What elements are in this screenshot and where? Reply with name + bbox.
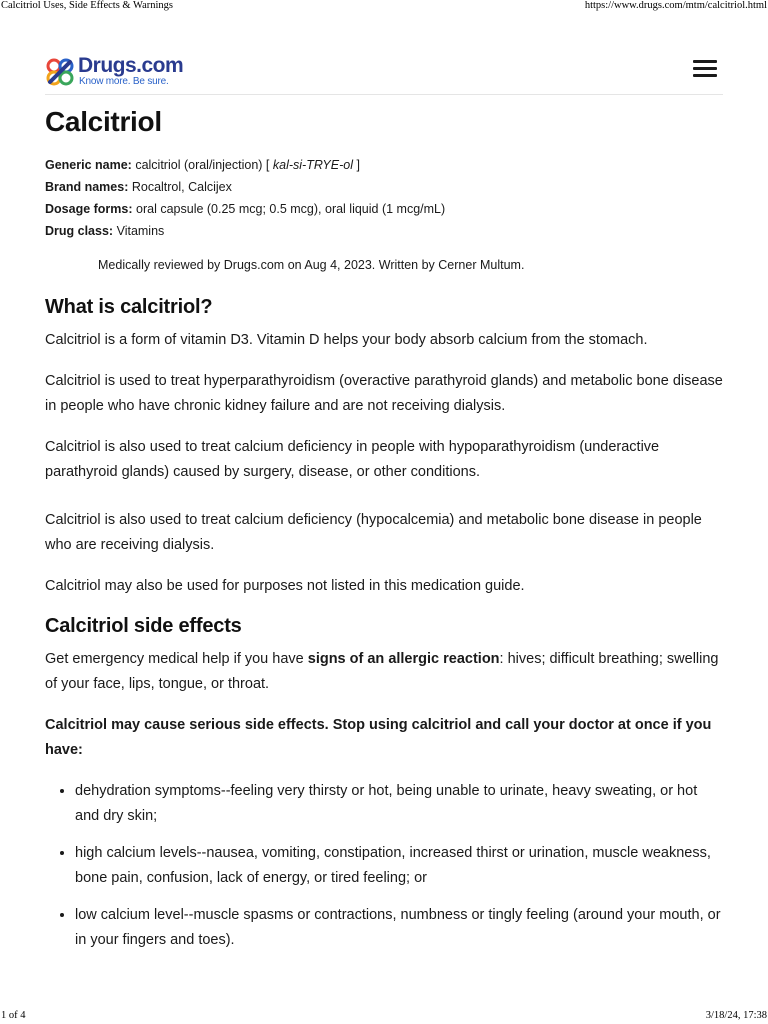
drug-class-link[interactable]: Vitamins bbox=[116, 224, 165, 238]
drug-class-row bbox=[45, 220, 725, 242]
serious-side-effects-warning bbox=[45, 713, 725, 763]
drugs-com-logo-icon bbox=[45, 57, 75, 87]
logo-text: Drugs.com bbox=[78, 54, 184, 77]
list-item: • dehydration symptoms--feeling very thirsty or hot, being unable to urinate, heavy sweating, or hot and dry skin; bbox=[75, 779, 725, 829]
drug-class-label: Drug class: bbox=[45, 224, 114, 238]
serious-side-effects-text: Calcitriol may cause serious side effects. Stop using calcitriol and call your doctor at once if you have: bbox=[45, 717, 712, 758]
generic-name-value: calcitriol (oral/injection) [ bbox=[135, 158, 270, 172]
print-page-url: https://www.drugs.com/mtm/calcitriol.html bbox=[584, 0, 767, 11]
generic-name-row bbox=[45, 154, 725, 176]
print-footer bbox=[0, 1010, 768, 1024]
print-header bbox=[0, 0, 768, 14]
brand-names-value: Rocaltrol, Calcijex bbox=[131, 180, 232, 194]
print-page-number: 1 of 4 bbox=[1, 1010, 26, 1021]
brand-names-row bbox=[45, 176, 725, 198]
dosage-forms-value: oral capsule (0.25 mcg; 0.5 mcg), oral liquid (1 mcg/mL) bbox=[136, 202, 446, 216]
allergy-warning bbox=[45, 647, 725, 697]
page-title: Calcitriol bbox=[45, 106, 162, 137]
review-date: on Aug 4, 2023. Written by bbox=[287, 258, 435, 272]
print-page-title: Calcitriol Uses, Side Effects & Warnings bbox=[1, 0, 173, 11]
site-logo[interactable] bbox=[45, 54, 195, 88]
brand-names-label: Brand names: bbox=[45, 180, 129, 194]
pronunciation: kal-si-TRYE-ol bbox=[272, 158, 353, 172]
list-item: • high calcium levels--nausea, vomiting, constipation, increased thirst or urination, muscle weakness, bone pain, confusion, lack of energy, or tired feeling; or bbox=[75, 841, 725, 891]
medically-reviewed-link[interactable]: Medically reviewed bbox=[98, 258, 204, 272]
site-header bbox=[45, 50, 723, 95]
allergy-warning-bold: signs of an allergic reaction bbox=[307, 651, 500, 667]
drug-summary bbox=[45, 154, 725, 242]
review-end: . bbox=[520, 258, 525, 272]
writer-link[interactable]: Cerner Multum bbox=[438, 258, 521, 272]
logo-tagline: Know more. Be sure. bbox=[79, 76, 169, 87]
review-by: by bbox=[207, 258, 221, 272]
hamburger-menu-icon[interactable] bbox=[693, 58, 717, 78]
generic-name-close: ] bbox=[356, 158, 360, 172]
dosage-forms-row bbox=[45, 198, 725, 220]
main-content bbox=[45, 106, 725, 965]
dosage-forms-label: Dosage forms: bbox=[45, 202, 133, 216]
section-heading-side-effects: Calcitriol side effects bbox=[45, 615, 242, 637]
generic-name-label: Generic name: bbox=[45, 158, 132, 172]
list-item: • low calcium level--muscle spasms or contractions, numbness or tingly feeling (around your mouth, or in your fingers and toes). bbox=[75, 903, 725, 953]
reviewer-link[interactable]: Drugs.com bbox=[223, 258, 285, 272]
allergy-warning-post: : hives; difficult breathing; swelling of your face, lips, tongue, or throat. bbox=[45, 651, 719, 692]
paragraph-what-5: Calcitriol may also be used for purposes not listed in this medication guide. bbox=[45, 578, 525, 594]
paragraph-what-4: Calcitriol is also used to treat calcium deficiency (hypocalcemia) and metabolic bone disease in people who are receiving dialysis. bbox=[45, 512, 702, 553]
allergy-warning-pre: Get emergency medical help if you have bbox=[45, 651, 308, 667]
medical-review-note bbox=[98, 258, 725, 272]
paragraph-what-1: Calcitriol is a form of vitamin D3. Vitamin D helps your body absorb calcium from the stomach. bbox=[45, 332, 648, 348]
paragraph-what-3: Calcitriol is also used to treat calcium deficiency in people with hypoparathyroidism (underactive parathyroid glands) caused by surgery, disease, or other conditions. bbox=[45, 439, 660, 480]
print-datetime: 3/18/24, 17:38 bbox=[705, 1010, 767, 1021]
paragraph-what-2: Calcitriol is used to treat hyperparathyroidism (overactive parathyroid glands) and metabolic bone disease in people who have chronic kidney failure and are not receiving dialysis. bbox=[45, 373, 723, 414]
side-effects-list bbox=[45, 779, 725, 953]
section-heading-what-is: What is calcitriol? bbox=[45, 296, 213, 318]
